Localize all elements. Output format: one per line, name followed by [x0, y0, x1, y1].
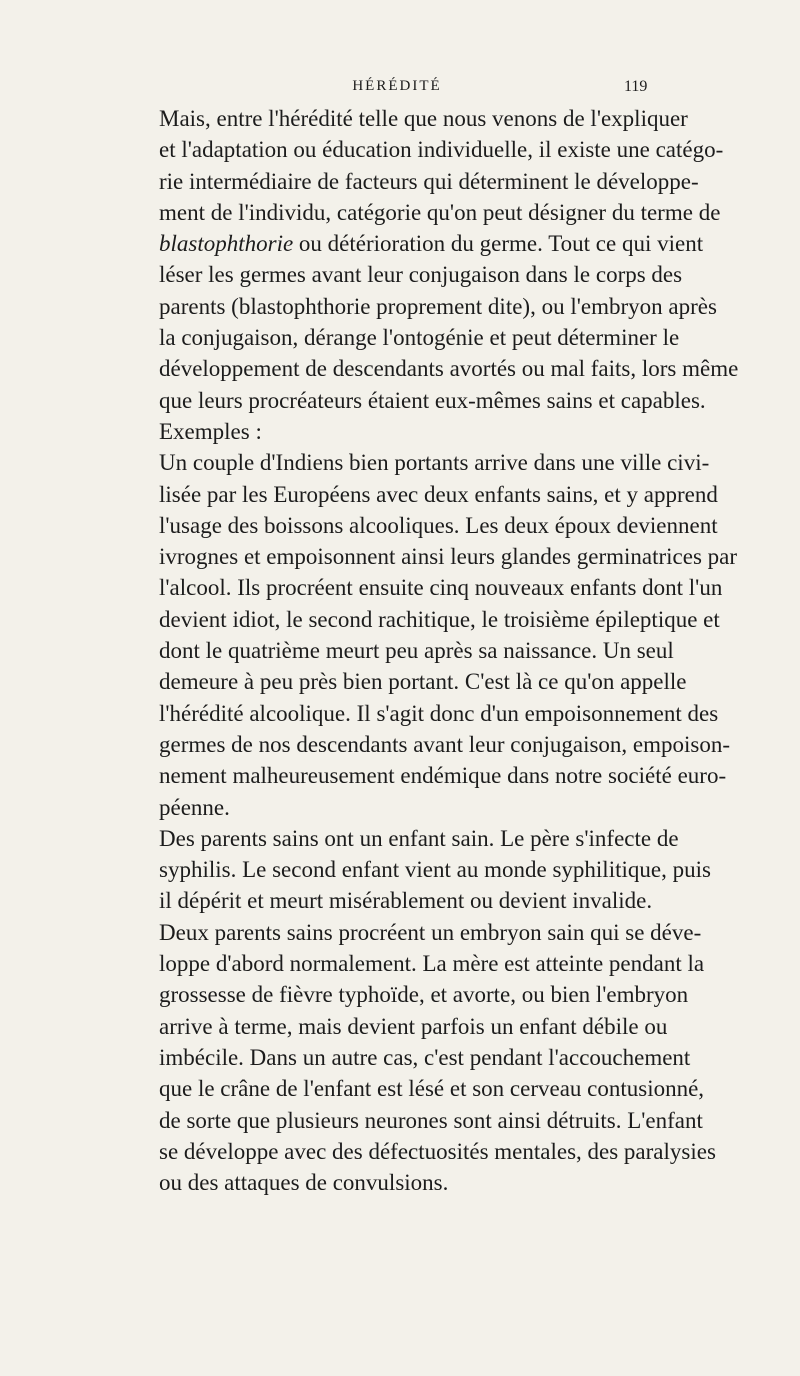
text-line: ment de l'individu, catégorie qu'on peut désigner du terme de [159, 199, 721, 225]
text-line [137, 228, 704, 259]
text-line: l'hérédité alcoolique. Il s'agit donc d'un empoisonnement des [159, 700, 719, 726]
text-line: syphilis. Le second enfant vient au monde syphilitique, puis [159, 857, 711, 883]
text-line: demeure à peu près bien portant. C'est là ce qu'on appelle [159, 669, 687, 695]
text-line: que le crâne de l'enfant est lésé et son cerveau contusionné, [159, 1076, 705, 1102]
text-line: dont le quatrième meurt peu après sa naissance. Un seul [159, 638, 674, 664]
text-line: ou des attaques de convulsions. [159, 1170, 449, 1196]
text-line: Mais, entre l'hérédité telle que nous venons de l'expliquer [159, 106, 688, 131]
text-line: de sorte que plusieurs neurones sont ainsi détruits. L'enfant [159, 1107, 703, 1133]
text-line: Un couple d'Indiens bien portants arrive dans une ville civi- [159, 450, 710, 476]
line-rest: ou détérioration du germe. Tout ce qui vient [293, 231, 704, 257]
text-line: parents (blastophthorie proprement dite), ou l'embryon après [159, 293, 717, 319]
text-line: Deux parents sains procréent un embryon sain qui se déve- [159, 919, 702, 945]
text-line: germes de nos descendants avant leur conjugaison, empoison- [159, 731, 731, 757]
text-line: lisée par les Européens avec deux enfants sains, et y apprend [159, 481, 718, 507]
text-line: loppe d'abord normalement. La mère est atteinte pendant la [159, 951, 705, 977]
text-line: que leurs procréateurs étaient eux-mêmes sains et capables. [159, 387, 706, 413]
text-line: nement malheureusement endémique dans notre société euro- [159, 763, 727, 789]
italic-term: blastophthorie [159, 231, 294, 257]
running-title: HÉRÉDITÉ [352, 78, 442, 94]
text-line: grossesse de fièvre typhoïde, et avorte, ou bien l'embryon [159, 982, 689, 1008]
paragraph [137, 823, 711, 917]
paragraph [137, 103, 739, 447]
text-line: péenne. [159, 794, 230, 820]
page-number: 119 [624, 78, 648, 95]
text-line: l'usage des boissons alcooliques. Les deux époux deviennent [159, 512, 718, 538]
text-line: et l'adaptation ou éducation individuelle, il existe une catégo- [159, 137, 724, 163]
text-line: l'alcool. Ils procréent ensuite cinq nouveaux enfants dont l'un [159, 575, 723, 601]
text-line: imbécile. Dans un autre cas, c'est pendant l'accouchement [159, 1044, 691, 1070]
text-line: la conjugaison, dérange l'ontogénie et peut déterminer le [159, 325, 680, 351]
paragraph [137, 917, 716, 1199]
text-line: Des parents sains ont un enfant sain. Le père s'infecte de [159, 825, 679, 851]
running-head [0, 78, 800, 102]
text-line: devient idiot, le second rachitique, le troisième épileptique et [159, 606, 720, 632]
text-line: Exemples : [159, 418, 262, 444]
text-line: léser les germes avant leur conjugaison dans le corps des [159, 262, 683, 288]
text-line: développement de descendants avortés ou mal faits, lors même [159, 356, 739, 382]
text-line: rie intermédiaire de facteurs qui déterminent le développe- [159, 168, 699, 194]
text-line: il dépérit et meurt misérablement ou devient invalide. [159, 888, 653, 914]
paragraph [137, 447, 738, 823]
text-line: se développe avec des défectuosités mentales, des paralysies [159, 1138, 716, 1164]
body-text [137, 103, 739, 1198]
text-line: ivrognes et empoisonnent ainsi leurs glandes germinatrices par [159, 544, 738, 570]
text-line: arrive à terme, mais devient parfois un enfant débile ou [159, 1013, 668, 1039]
